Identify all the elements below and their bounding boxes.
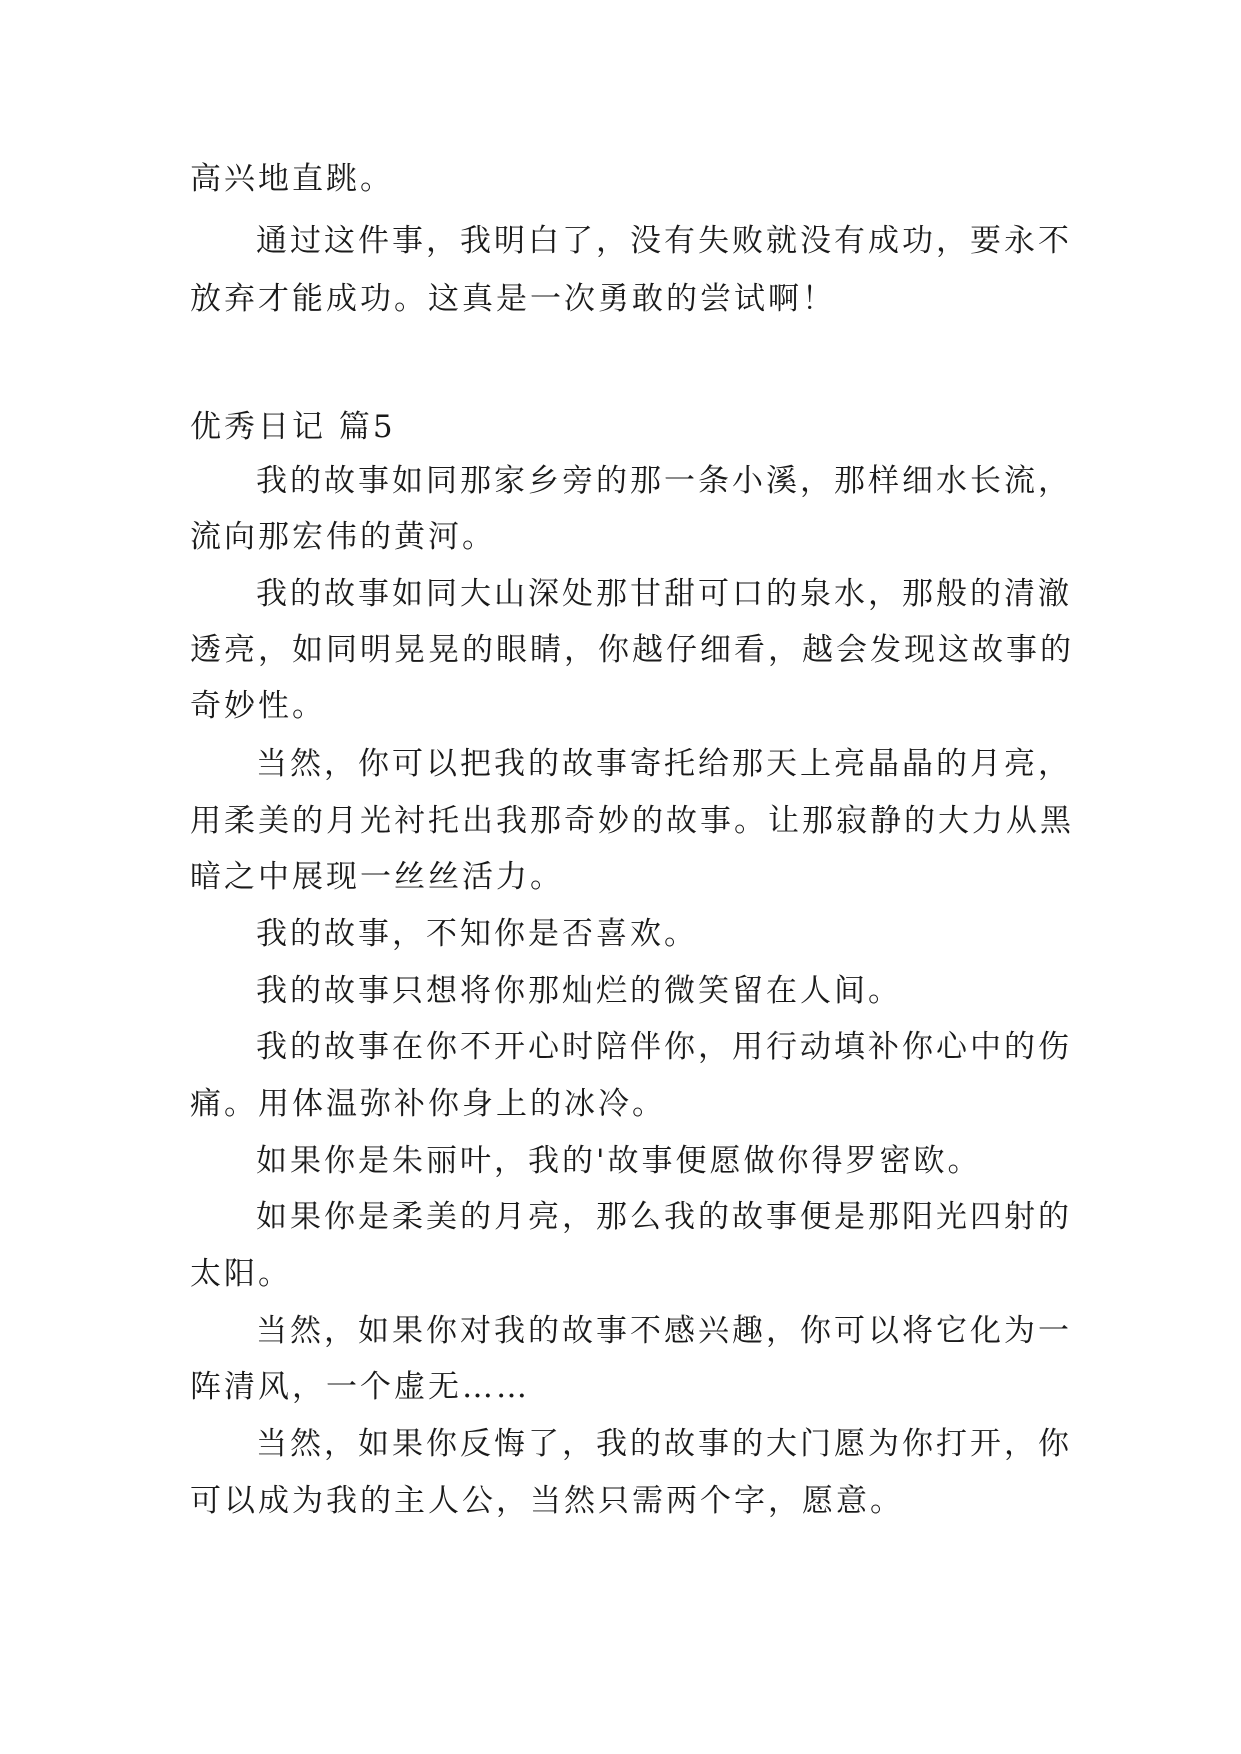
text-line: 如果你是朱丽叶，我的'故事便愿做你得罗密欧。 [256,1143,982,1179]
text-line: 我的故事只想将你那灿烂的微笑留在人间。 [256,973,902,1009]
text-line: 如果你是柔美的月亮，那么我的故事便是那阳光四射的 [256,1199,1072,1235]
text-line: 阵清风，一个虚无…… [190,1369,530,1405]
text-line: 放弃才能成功。这真是一次勇敢的尝试啊！ [190,281,836,317]
section-heading: 优秀日记 篇5 [190,409,396,445]
text-line: 痛。用体温弥补你身上的冰冷。 [190,1086,666,1122]
text-line: 太阳。 [190,1256,292,1292]
text-line: 当然，如果你反悔了，我的故事的大门愿为你打开，你 [256,1426,1072,1462]
text-line: 暗之中展现一丝丝活力。 [190,859,564,895]
text-line: 我的故事如同大山深处那甘甜可口的泉水，那般的清澈 [256,576,1072,612]
text-line: 通过这件事，我明白了，没有失败就没有成功，要永不 [256,223,1072,259]
text-line: 透亮，如同明晃晃的眼睛，你越仔细看，越会发现这故事的 [190,632,1074,668]
text-line: 当然，如果你对我的故事不感兴趣，你可以将它化为一 [256,1313,1072,1349]
text-line: 流向那宏伟的黄河。 [190,519,496,555]
text-line: 我的故事，不知你是否喜欢。 [256,916,698,952]
text-line: 我的故事在你不开心时陪伴你，用行动填补你心中的伤 [256,1029,1072,1065]
text-line: 用柔美的月光衬托出我那奇妙的故事。让那寂静的大力从黑 [190,803,1074,839]
text-line: 我的故事如同那家乡旁的那一条小溪，那样细水长流， [256,463,1072,499]
text-line: 当然，你可以把我的故事寄托给那天上亮晶晶的月亮， [256,746,1072,782]
text-line: 奇妙性。 [190,688,326,724]
text-line: 高兴地直跳。 [190,161,394,197]
text-line: 可以成为我的主人公，当然只需两个字，愿意。 [190,1483,904,1519]
